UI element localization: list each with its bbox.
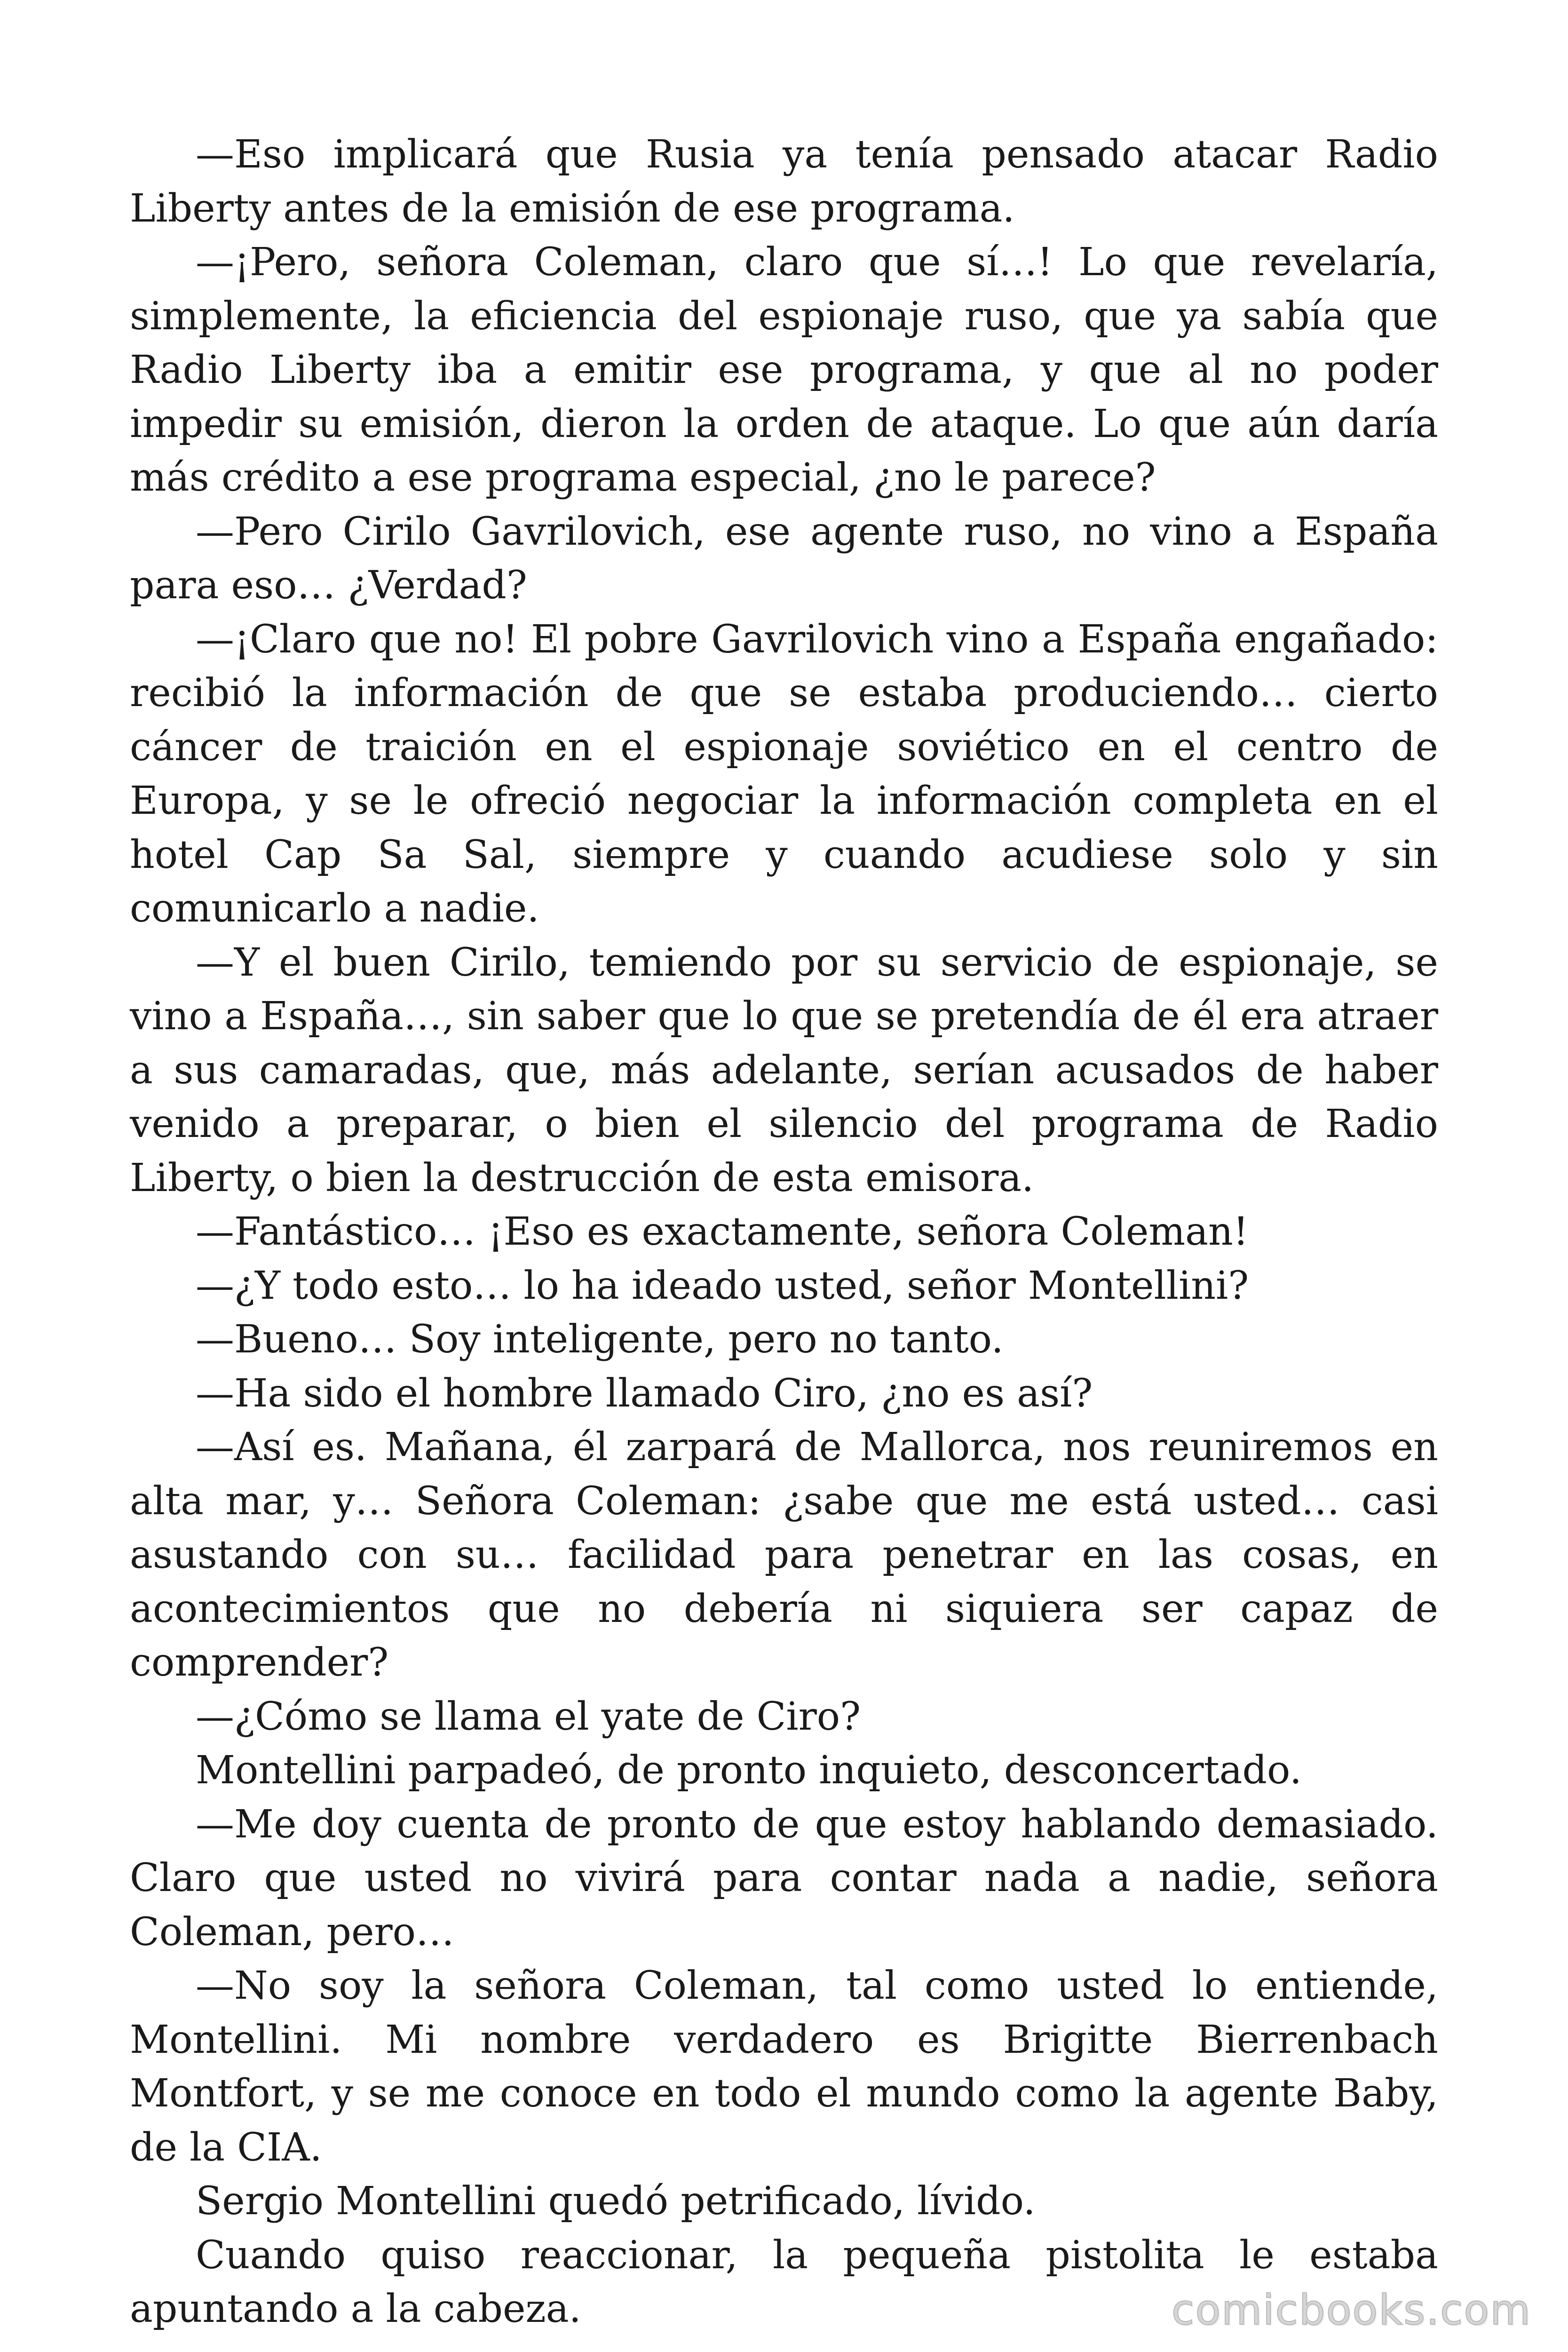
paragraph: —Eso implicará que Rusia ya tenía pensado atacar Radio Liberty antes de la emisión de ese programa. — [130, 132, 1438, 231]
paragraph: Montellini parpadeó, de pronto inquieto, desconcertado. — [196, 1748, 1302, 1793]
page-text — [130, 128, 1438, 2336]
paragraph: —Bueno… Soy inteligente, pero no tanto. — [196, 1317, 1004, 1362]
paragraph: —Así es. Mañana, él zarpará de Mallorca, nos reuniremos en alta mar, y… Señora Coleman: ¿sabe que me está usted… casi asustando con su… facilidad para penetrar en las cosas, en acontecimientos que no debería ni siquiera ser capaz de comprender? — [130, 1425, 1438, 1685]
paragraph: Cuando quiso reaccionar, la pequeña pistolita le estaba apuntando a la cabeza. — [130, 2233, 1438, 2331]
paragraph: —Pero Cirilo Gavrilovich, ese agente ruso, no vino a España para eso… ¿Verdad? — [130, 509, 1438, 608]
paragraph: —¿Y todo esto… lo ha ideado usted, señor Montellini? — [196, 1263, 1249, 1308]
paragraph: —Me doy cuenta de pronto de que estoy hablando demasiado. Claro que usted no vivirá para contar nada a nadie, señora Coleman, pero… — [130, 1802, 1438, 1955]
paragraph: —No soy la señora Coleman, tal como usted lo entiende, Montellini. Mi nombre verdadero es Brigitte Bierrenbach Montfort, y se me conoce en todo el mundo como la agente Baby, de la CIA. — [130, 1963, 1438, 2170]
paragraph: —¡Claro que no! El pobre Gavrilovich vino a España engañado: recibió la información de que se estaba produciendo… cierto cáncer de traición en el espionaje soviético en el centro de Europa, y se le ofreció negociar la información completa en el hotel Cap Sa Sal, siempre y cuando acudiese solo y sin comunicarlo a nadie. — [130, 617, 1438, 931]
watermark: comicbooks.com — [1171, 2286, 1531, 2334]
paragraph: —Ha sido el hombre llamado Ciro, ¿no es así? — [196, 1371, 1093, 1416]
paragraph: —Y el buen Cirilo, temiendo por su servicio de espionaje, se vino a España…, sin saber que lo que se pretendía de él era atraer a sus camaradas, que, más adelante, serían acusados de haber venido a preparar, o bien el silencio del programa de Radio Liberty, o bien la destrucción de esta emisora. — [130, 940, 1438, 1200]
paragraph: —¿Cómo se llama el yate de Ciro? — [196, 1694, 861, 1739]
paragraph: Sergio Montellini quedó petrificado, lívido. — [196, 2179, 1036, 2224]
paragraph: —Fantástico… ¡Eso es exactamente, señora Coleman! — [196, 1209, 1249, 1254]
paragraph: —¡Pero, señora Coleman, claro que sí…! Lo que revelaría, simplemente, la eficiencia del espionaje ruso, que ya sabía que Radio Liberty iba a emitir ese programa, y que al no poder impedir su emisión, dieron la orden de ataque. Lo que aún daría más crédito a ese programa especial, ¿no le parece? — [130, 240, 1438, 500]
